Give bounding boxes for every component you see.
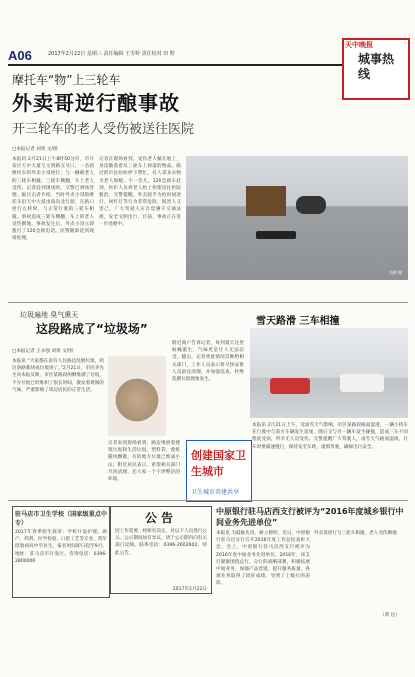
story4-body: 本报讯 为鼓励先进，树立榜样，近日，中原银行驻马店分行召开2016年度工作总结表彰大会。会上，中原银行驻马店西支行被评为2016年度中间业务先进单位。2016年，该支行紧紧围绕总行、分行的战略部署，积极拓展中间业务，加强产品营销，提升服务质量，各项业务取得了较好成绩，受到了上级行的表彰。 <box>216 531 310 587</box>
lead-subhead: 开三轮车的老人受伤被送往医院 <box>12 122 195 137</box>
tricycle-shape <box>246 186 286 216</box>
lead-byline: □本报记者 刘勇 文/图 <box>12 147 58 152</box>
story2-body-col2: 记者来到现场看到，路边堆放着建筑垃圾和生活垃圾，塑料袋、废纸随风飘散，有的地方垃圾已堆成小山。附近居民表示，希望相关部门尽快清理，还大家一个干净整洁的环境。 <box>108 441 180 483</box>
school-notice-body: 2017年春季招生简章：学校开设护理、助产、药剂、医学检验、口腔工艺等专业，常年招收初高中毕业生，报名时间即日起至9月。地址：驻马店市开发区。咨询电话：0396-2800000 <box>15 530 107 564</box>
page-meta: 2017年2月22日 星期三 责任编辑 王雪岭 责任校对 田 野 <box>48 51 175 57</box>
public-notice-title: 公告 <box>144 511 177 525</box>
story3-photo-crash <box>250 328 408 418</box>
school-notice-title: 驻马店市卫生学校（国家级重点中专） <box>15 511 107 527</box>
car-shape <box>270 378 310 394</box>
motorbike-shape <box>296 196 326 214</box>
story3-headline: 雪天路滑 三车相撞 <box>256 316 340 327</box>
ad-subtitle: 卫生城市共建共享 <box>191 489 240 496</box>
section-divider <box>8 302 408 303</box>
car-shape <box>340 374 384 392</box>
public-notice-date: 2017年2月22日 <box>172 587 207 592</box>
page-number: A06 <box>8 48 32 63</box>
section-divider <box>8 500 408 501</box>
lead-body-col1: 本报讯 2月21日上午8时50分许，市开发区天中大道与文明路交叉口，一名骑摩托车的外卖小哥逆行，与一辆载老人的三轮车相撞，三轮车侧翻，车上老人受伤。记者赶到现场时，交警已到场处理。据目击者介绍，当时外卖小哥骑摩托车沿天中大道由南向北行驶，在路口逆行左转时，与正常行驶的三轮车相撞。事故造成三轮车侧翻，车上的老人受伤倒地。事故发生后，外卖小哥立即拨打了120急救电话，民警随即赶到现场处理。 <box>12 157 94 242</box>
lead-photo-accident <box>186 156 408 280</box>
school-notice <box>12 506 110 598</box>
injured-person-shape <box>256 231 296 239</box>
public-notice <box>110 506 212 594</box>
story2-photo-garbage <box>108 356 166 436</box>
lead-kicker: 摩托车“物”上三轮车 <box>12 73 121 87</box>
story2-byline: □本报记者 王永强 刘勇 文/图 <box>12 349 73 354</box>
public-notice-body: 因工作需要，经研究决定，对以下人员进行公示。公示期间如有异议，请于公示期内向有关部门反映。联系电话：0396-2602602。特此公告。 <box>115 529 207 556</box>
story4-body-col2: 外卖哥逆行与三轮车相撞，老人受伤倒地 <box>314 531 397 536</box>
story2-body-col3: 附近商户告诉记者，每到夏天这里蚊蝇滋生，气味更是让人无法忍受。随后，记者将此情况反映给相关部门，工作人员表示将尽快安排人员前往清理，并加强巡查，杜绝乱倒垃圾现象发生。 <box>172 341 244 383</box>
story2-headline: 这段路成了“垃圾场” <box>36 322 148 336</box>
section-name: 城事热线 <box>358 52 395 81</box>
story3-body: 本报讯 2月21日上午，受雨雪天气影响，市区某路段路面湿滑，一辆小轿车在行驶中与前方车辆发生追尾，随后又与另一辆车发生碰撞，造成三车不同程度受损，所幸无人员受伤。交警提醒广大驾驶人，雨雪天气路面湿滑，行车时要减速慢行，保持安全车距，谨慎驾驶，确保出行安全。 <box>252 423 408 450</box>
lead-body-col2: 记者在现场看到，受伤老人躺在地上，身边散落着从三轮车上掉落的物品。路过的市民纷纷停下帮忙，有人拿来衣物为老人保暖。不一会儿，120急救车赶到，医护人员将老人抬上担架送往医院救治。交警提醒，外卖骑手为抢时间逆行、闯红灯等行为非常危险，既害人又害己，广大驾驶人应自觉遵守交通法规，安全文明出行。目前，事故正在进一步处理中。 <box>99 157 181 227</box>
ad-box <box>186 440 252 502</box>
ad-title: 创建国家卫生城市 <box>191 449 246 478</box>
story2-body-col1: 本报讯 “大家都在说有人往路边乱倒垃圾，咱这条路都快成垃圾场了。”2月21日，市民李先生向本报反映，市区某路段两侧堆满了垃圾，不少垃圾已经堆积了很长时间，散发着难闻的气味，严重影响了周边居民的正常生活。 <box>12 359 104 393</box>
story2-kicker: 垃圾遍地 臭气熏天 <box>20 311 79 319</box>
lead-photo-credit: 刘勇 摄 <box>388 270 402 275</box>
header-rule <box>8 64 348 66</box>
story4-byline: （黄 达） <box>380 613 400 618</box>
lead-headline: 外卖哥逆行酿事故 <box>12 91 180 115</box>
newspaper-logo: 天中晚报 <box>345 40 373 49</box>
story4-headline: 中原银行驻马店西支行被评为“2016年度城乡银行中间业务先进单位” <box>216 507 404 527</box>
